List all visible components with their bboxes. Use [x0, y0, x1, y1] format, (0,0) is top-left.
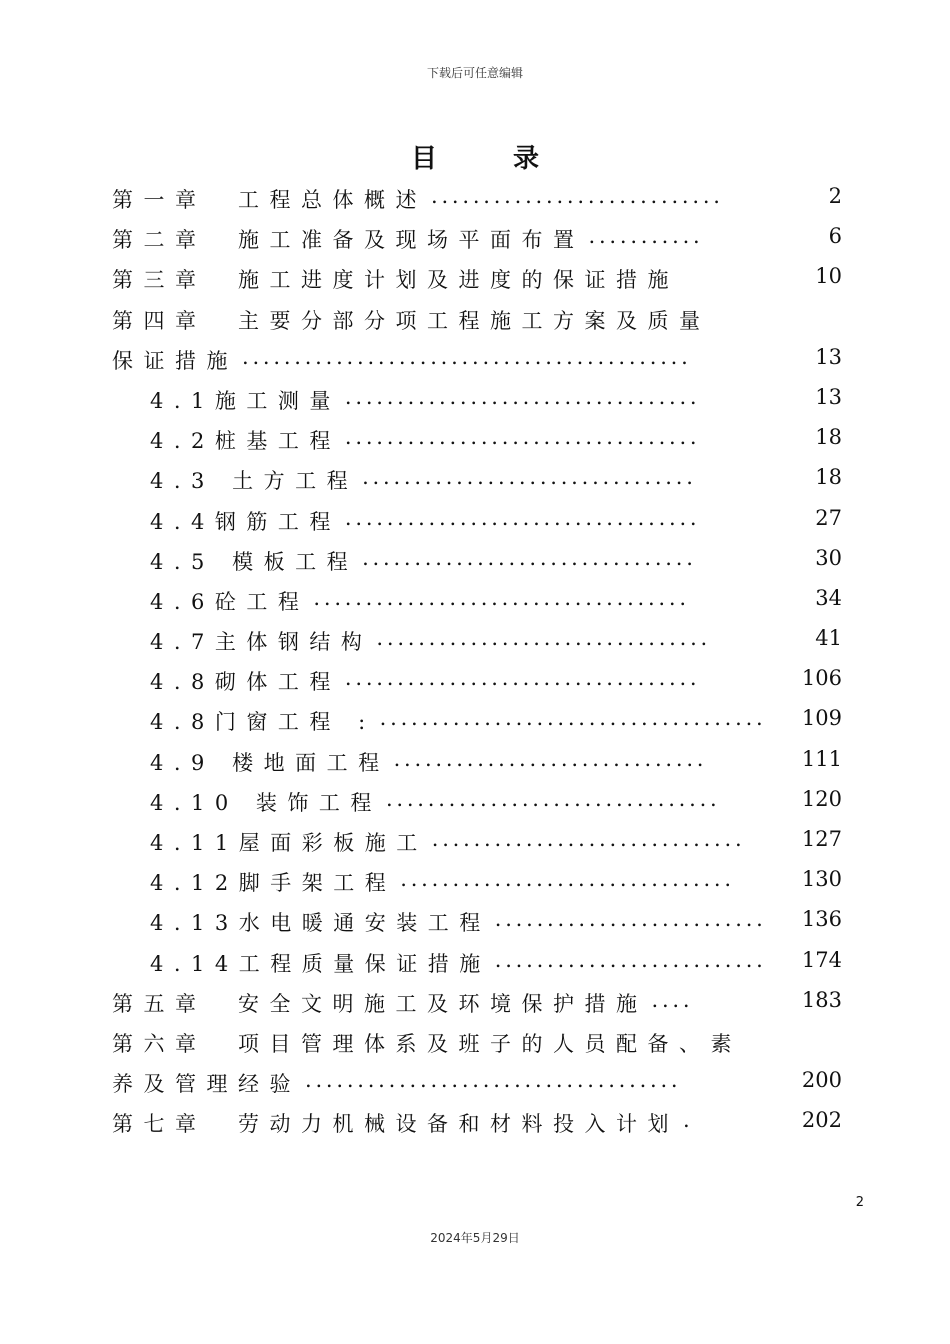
- toc-entry-page: 30: [815, 545, 842, 570]
- toc-entry-text: 4.3 土方工程: [150, 469, 359, 494]
- toc-entry[interactable]: [112, 1062, 854, 1102]
- toc-entry-page: 6: [828, 224, 842, 249]
- toc-entry[interactable]: [112, 861, 854, 901]
- toc-entry-page: 106: [801, 666, 842, 691]
- toc-entry-leader: ....................................: [305, 1068, 682, 1093]
- toc-entry[interactable]: [112, 1022, 854, 1062]
- toc-entry[interactable]: [112, 339, 854, 379]
- toc-entry-page: 109: [801, 706, 842, 731]
- toc-entry-page: 18: [815, 465, 842, 490]
- toc-entry[interactable]: [112, 1102, 854, 1142]
- toc-entry-leader: ................................: [385, 786, 721, 811]
- toc-entry-text: 第四章 主要分部分项工程施工方案及质量: [112, 308, 711, 333]
- toc-entry-text: 4.9 楼地面工程: [150, 750, 390, 775]
- toc-entry[interactable]: [112, 500, 854, 540]
- toc-entry[interactable]: [112, 419, 854, 459]
- toc-entry-page: 27: [815, 505, 842, 530]
- toc-entry-page: 13: [815, 384, 842, 409]
- toc-entry[interactable]: [112, 258, 854, 298]
- toc-entry[interactable]: [112, 982, 854, 1022]
- toc-entry-leader: ................................: [362, 545, 697, 570]
- toc-entry-leader: ....: [651, 987, 694, 1012]
- toc-entry-page: 120: [801, 786, 842, 811]
- toc-entry-leader: ..................................: [344, 384, 701, 409]
- toc-entry[interactable]: [112, 218, 854, 258]
- toc-entry-page: 111: [801, 746, 842, 771]
- toc-entry[interactable]: [112, 660, 854, 700]
- toc-entry-leader: ............................: [431, 184, 724, 208]
- toc-entry-page: 34: [815, 585, 842, 610]
- toc-entry-page: 127: [801, 827, 842, 851]
- toc-entry-leader: .: [683, 1108, 694, 1133]
- toc-entry-leader: .....................................: [379, 706, 767, 731]
- toc-entry-text: 4.8门窗工程 :: [150, 710, 376, 735]
- toc-entry-leader: ..................................: [344, 666, 701, 691]
- page-date: 2024年5月29日: [430, 1231, 520, 1245]
- toc-entry[interactable]: [112, 178, 854, 218]
- toc-entry-leader: ..............................: [393, 746, 708, 771]
- toc-entry-text: 4.6砼工程: [150, 589, 310, 614]
- page-number: 2: [855, 1195, 864, 1210]
- toc-entry[interactable]: [112, 901, 854, 941]
- toc-entry-text: 保证措施: [112, 348, 238, 373]
- toc-entry-text: 4.10 装饰工程: [150, 790, 382, 815]
- toc-entry[interactable]: [112, 540, 854, 580]
- toc-entry-page: 2: [828, 184, 842, 208]
- toc-entry[interactable]: [112, 379, 854, 419]
- toc-entry[interactable]: [112, 700, 854, 740]
- toc-entry-page: 136: [801, 907, 842, 932]
- toc-entry-text: 4.14工程质量保证措施: [150, 951, 491, 976]
- toc-entry-leader: ..........................: [494, 907, 767, 932]
- toc-entry-leader: ....................................: [313, 585, 690, 610]
- toc-entry-leader: ...........................................: [242, 344, 692, 369]
- toc-entry-leader: ..................................: [344, 425, 701, 450]
- toc-entry-page: 10: [815, 264, 842, 289]
- toc-entry-page: 202: [801, 1108, 842, 1133]
- toc-entry[interactable]: [112, 942, 854, 982]
- toc-entry-text: 4.8砌体工程: [150, 670, 341, 695]
- toc-entry-text: 4.12脚手架工程: [150, 871, 397, 896]
- toc-entry-text: 4.2桩基工程: [150, 429, 341, 454]
- toc-entry[interactable]: [112, 580, 854, 620]
- toc-entry-page: 174: [801, 947, 842, 972]
- table-of-contents: [112, 178, 854, 1143]
- toc-entry-page: 183: [801, 987, 842, 1012]
- toc-entry-text: 第五章 安全文明施工及环境保护措施: [112, 991, 648, 1016]
- toc-entry-text: 第二章 施工准备及现场平面布置: [112, 228, 585, 253]
- toc-entry-page: 41: [815, 626, 842, 651]
- toc-entry-page: 13: [815, 344, 842, 369]
- toc-entry-text: 4.1施工测量: [150, 388, 341, 413]
- toc-entry-page: 130: [801, 867, 842, 892]
- toc-entry-text: 第七章 劳动力机械设备和材料投入计划: [112, 1112, 679, 1137]
- toc-entry-text: 4.4钢筋工程: [150, 509, 341, 534]
- toc-entry[interactable]: [112, 741, 854, 781]
- toc-entry-text: 第三章 施工进度计划及进度的保证措施: [112, 268, 679, 293]
- toc-entry[interactable]: [112, 620, 854, 660]
- toc-entry-page: 18: [815, 425, 842, 450]
- toc-entry[interactable]: [112, 781, 854, 821]
- toc-entry-text: 养及管理经验: [112, 1072, 301, 1097]
- toc-entry-text: 4.5 模板工程: [150, 549, 359, 574]
- toc-entry-leader: ..............................: [431, 827, 746, 851]
- toc-entry[interactable]: [112, 821, 854, 861]
- toc-entry-leader: ................................: [376, 626, 711, 651]
- toc-entry-leader: ................................: [362, 465, 697, 490]
- page-header: 下载后可任意编辑: [426, 66, 523, 80]
- toc-entry-text: 第六章 项目管理体系及班子的人员配备、素: [112, 1031, 742, 1056]
- toc-entry[interactable]: [112, 459, 854, 499]
- toc-entry-text: 第一章 工程总体概述: [112, 188, 427, 212]
- toc-entry-text: 4.7主体钢结构: [150, 630, 373, 655]
- toc-entry-leader: ...........: [588, 224, 704, 249]
- toc-entry-text: 4.13水电暖通安装工程: [150, 911, 491, 936]
- toc-entry-leader: ..........................: [494, 947, 767, 972]
- toc-entry[interactable]: [112, 299, 854, 339]
- toc-entry-leader: ................................: [400, 867, 735, 892]
- toc-entry-text: 4.11屋面彩板施工: [150, 831, 428, 855]
- toc-entry-leader: ..................................: [344, 505, 701, 530]
- toc-entry-page: 200: [801, 1068, 842, 1093]
- toc-title: 目录: [410, 144, 615, 174]
